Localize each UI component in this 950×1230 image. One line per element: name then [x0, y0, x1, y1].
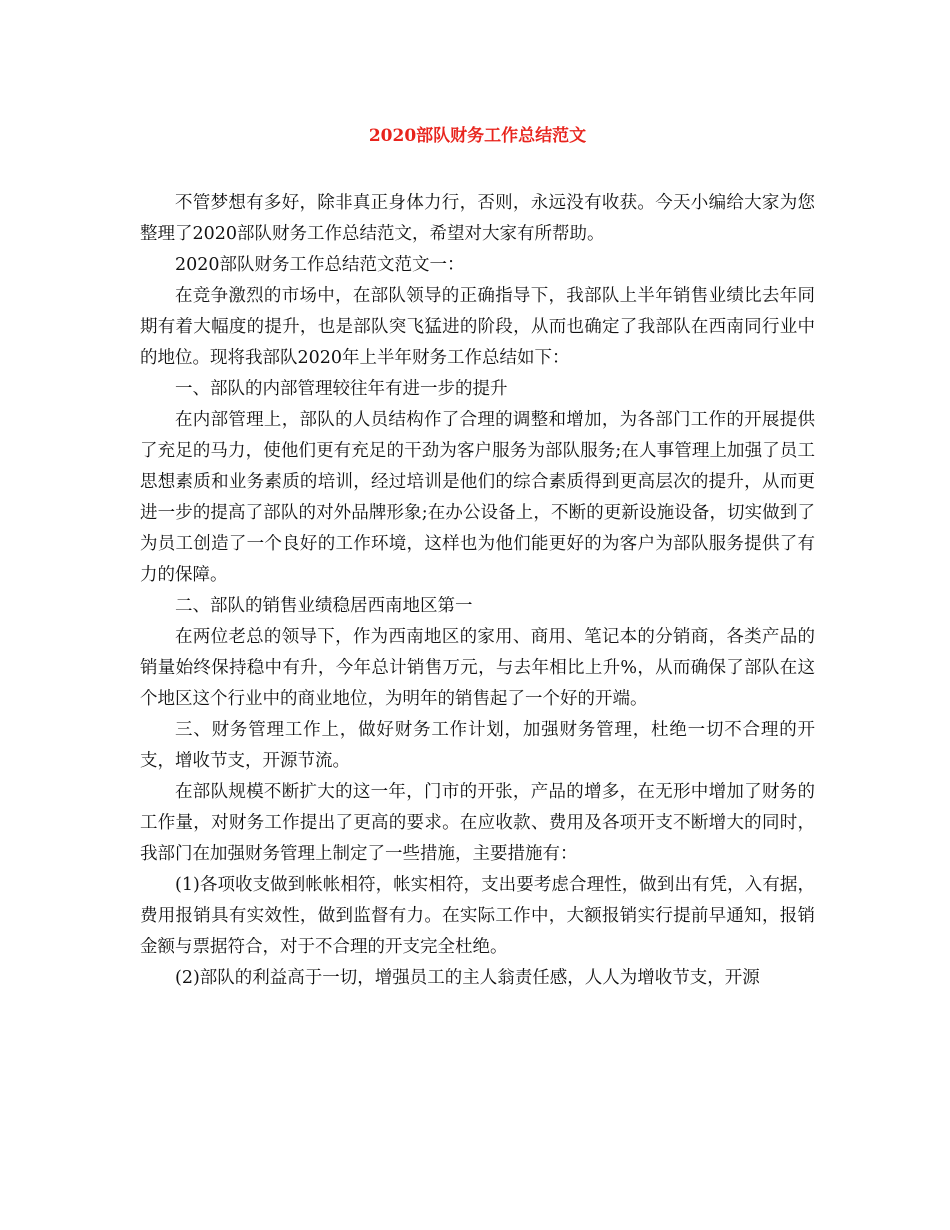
section-heading-financial-management: 三、财务管理工作上，做好财务工作计划，加强财务管理，杜绝一切不合理的开支，增收节支，开源节流。 [140, 720, 815, 771]
section-heading-sales-performance: 二、部队的销售业绩稳居西南地区第一 [175, 596, 473, 616]
document-body [140, 188, 815, 994]
paragraph-measure-two: (2)部队的利益高于一切，增强员工的主人翁责任感，人人为增收节支，开源 [175, 968, 760, 988]
paragraph-heading-sample-one: 2020部队财务工作总结范文范文一： [175, 255, 465, 275]
paragraph-internal-management: 在内部管理上，部队的人员结构作了合理的调整和增加，为各部门工作的开展提供了充足的马力，使他们更有充足的干劲为客户服务为部队服务;在人事管理上加强了员工思想素质和业务素质的培训，经过培训是他们的综合素质得到更高层次的提升，从而更进一步的提高了部队的对外品牌形象;在办公设备上，不断的更新设施设备，切实做到了为员工创造了一个良好的工作环境，这样也为他们能更好的为客户为部队服务提供了有力的保障。 [140, 410, 815, 585]
document-page [140, 0, 815, 1230]
paragraph-measure-one: (1)各项收支做到帐帐相符，帐实相符，支出要考虑合理性，做到出有凭，入有据，费用报销具有实效性，做到监督有力。在实际工作中，大额报销实行提前早通知，报销金额与票据符合，对于不合理的开支完全杜绝。 [140, 875, 815, 957]
paragraph-intro: 不管梦想有多好，除非真正身体力行，否则，永远没有收获。今天小编给大家为您整理了2020部队财务工作总结范文，希望对大家有所帮助。 [140, 193, 815, 244]
paragraph-sales-performance: 在两位老总的领导下，作为西南地区的家用、商用、笔记本的分销商，各类产品的销量始终保持稳中有升，今年总计销售万元，与去年相比上升%，从而确保了部队在这个地区这个行业中的商业地位，为明年的销售起了一个好的开端。 [140, 627, 815, 709]
paragraph-overview: 在竞争激烈的市场中，在部队领导的正确指导下，我部队上半年销售业绩比去年同期有着大幅度的提升，也是部队突飞猛进的阶段，从而也确定了我部队在西南同行业中的地位。现将我部队2020年上半年财务工作总结如下： [140, 286, 815, 368]
paragraph-financial-management: 在部队规模不断扩大的这一年，门市的开张，产品的增多，在无形中增加了财务的工作量，对财务工作提出了更高的要求。在应收款、费用及各项开支不断增大的同时，我部门在加强财务管理上制定了一些措施，主要措施有： [140, 782, 815, 864]
section-heading-internal-management: 一、部队的内部管理较往年有进一步的提升 [175, 379, 508, 399]
document-title: 2020部队财务工作总结范文 [368, 126, 587, 146]
